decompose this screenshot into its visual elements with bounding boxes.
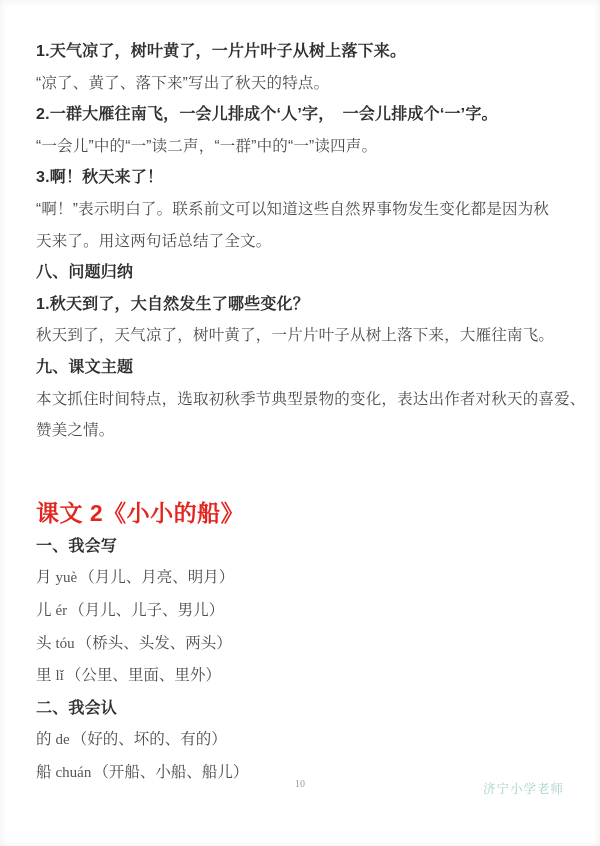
word-pinyin: lǐ bbox=[55, 668, 64, 685]
word-entry bbox=[36, 562, 566, 595]
word-hanzi: 的 bbox=[36, 731, 52, 749]
word-hanzi: 头 bbox=[36, 634, 52, 652]
page-number: 10 bbox=[295, 779, 305, 790]
theme-line-1: 本文抓住时间特点，选取初秋季节典型景物的变化，表达出作者对秋天的喜爱、 bbox=[36, 390, 586, 408]
word-examples: （月儿、儿子、男儿） bbox=[69, 601, 225, 619]
word-entry bbox=[36, 628, 566, 661]
section-heading-theme: 九、课文主题 bbox=[36, 358, 134, 376]
key-sentence-3: 3.啊！秋天来了！ bbox=[36, 169, 164, 187]
subsection-heading-recognize: 二、我会认 bbox=[36, 699, 118, 717]
word-examples: （桥头、头发、两头） bbox=[76, 634, 232, 652]
word-pinyin: chuán bbox=[55, 764, 92, 781]
subsection-heading-write: 一、我会写 bbox=[36, 537, 118, 555]
key-sentence-2: 2.一群大雁往南飞，一会儿排成个‘人’字， 一会儿排成个‘一’字。 bbox=[36, 106, 498, 124]
answer-1: 秋天到了，天气凉了，树叶黄了，一片片叶子从树上落下来，大雁往南飞。 bbox=[36, 327, 555, 345]
word-examples: （月儿、月亮、明月） bbox=[79, 569, 235, 587]
word-examples: （公里、里面、里外） bbox=[65, 667, 221, 685]
word-pinyin: tóu bbox=[55, 635, 75, 652]
word-examples: （开船、小船、船儿） bbox=[93, 763, 249, 781]
word-pinyin: de bbox=[55, 732, 70, 749]
question-1: 1.秋天到了，大自然发生了哪些变化？ bbox=[36, 295, 309, 313]
word-hanzi: 船 bbox=[36, 763, 52, 781]
word-hanzi: 里 bbox=[36, 667, 52, 685]
watermark: 济宁小学老师 bbox=[482, 782, 564, 796]
theme-line-2: 赞美之情。 bbox=[36, 422, 115, 440]
word-entry bbox=[36, 595, 566, 628]
sentence-2-note: “一会儿”中的“一”读二声，“一群”中的“一”读四声。 bbox=[36, 137, 378, 155]
lesson-2-title: 课文 2《小小的船》 bbox=[36, 499, 245, 526]
word-pinyin: yuè bbox=[55, 570, 78, 587]
word-entry bbox=[36, 724, 566, 757]
word-hanzi: 月 bbox=[36, 569, 52, 587]
key-sentence-1: 1.天气凉了，树叶黄了，一片片叶子从树上落下来。 bbox=[36, 43, 407, 60]
word-examples: （好的、坏的、有的） bbox=[71, 731, 227, 749]
sentence-3-note-line-1: “啊！”表示明白了。联系前文可以知道这些自然界事物发生变化都是因为秋 bbox=[36, 200, 550, 218]
word-pinyin: ér bbox=[55, 602, 68, 619]
sentence-3-note-line-2: 天来了。用这两句话总结了全文。 bbox=[36, 232, 272, 250]
sentence-1-note: “凉了、黄了、落下来”写出了秋天的特点。 bbox=[36, 74, 330, 92]
section-heading-questions: 八、问题归纳 bbox=[36, 264, 134, 282]
word-entry bbox=[36, 660, 566, 693]
word-hanzi: 儿 bbox=[36, 601, 52, 619]
